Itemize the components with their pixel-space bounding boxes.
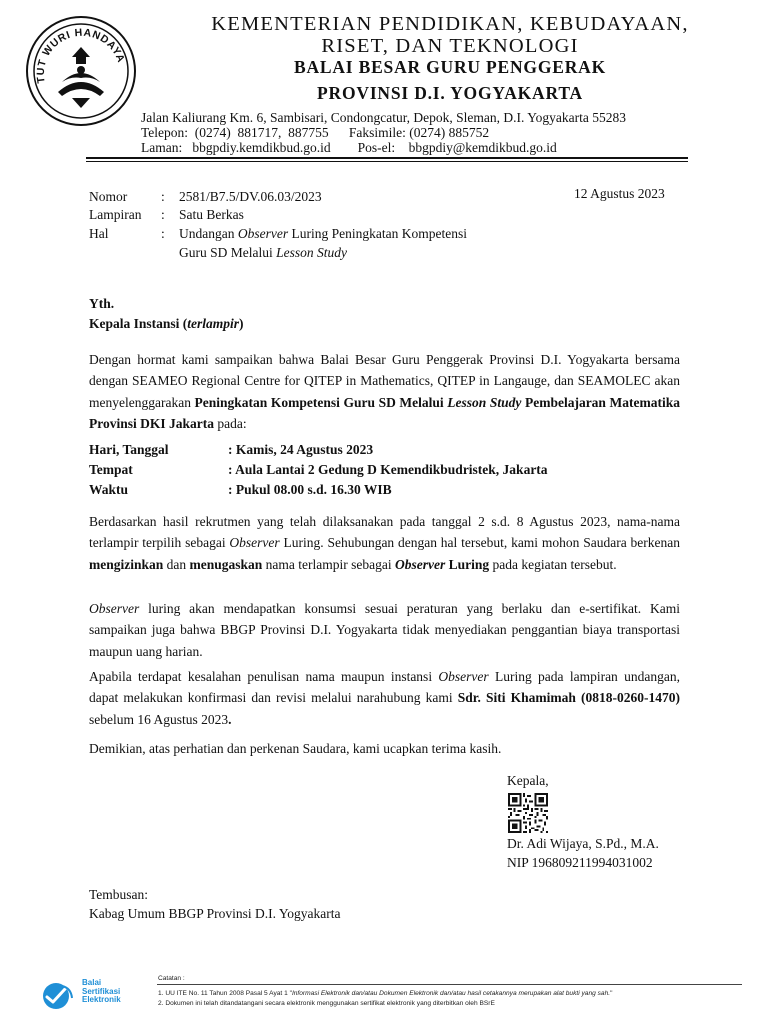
closing-paragraph: Demikian, atas perhatian dan perkenan Saudara, kami ucapkan terima kasih. xyxy=(89,741,502,756)
lampiran-label: Lampiran xyxy=(89,207,142,222)
lampiran-colon: : xyxy=(161,207,165,222)
event-place-value: : Aula Lantai 2 Gedung D Kemendikbudristek, Jakarta xyxy=(228,462,548,477)
ministry-line-1: KEMENTERIAN PENDIDIKAN, KEBUDAYAAN, xyxy=(211,13,689,35)
letterhead-rule-thin xyxy=(86,161,688,162)
signature-title: Kepala, xyxy=(507,773,549,788)
nomor-value: 2581/B7.5/DV.06.03/2023 xyxy=(179,189,322,204)
hal-value-line-1: Undangan Observer Luring Peningkatan Kompetensi xyxy=(179,226,467,241)
paragraph-3: Observer luring akan mendapatkan konsumsi sesuai peraturan yang berlaku dan e-sertifikat. Kami sampaikan juga bahwa BBGP Provinsi D.I. Yogyakarta tidak menyediakan penggantian biaya transportasi maupun uang harian. xyxy=(89,601,680,659)
paragraph-1: Dengan hormat kami sampaikan bahwa Balai Besar Guru Penggerak Provinsi D.I. Yogyakarta bersama dengan SEAMEO Regional Centre for QITEP in Mathematics, QITEP in Langauge, dan SEAMOLEC akan menyelenggarakan Peningkatan Kompetensi Guru SD Melalui Lesson Study Pembelajaran Matematika Provinsi DKI Jakarta pada: xyxy=(89,352,681,431)
event-place-label: Tempat xyxy=(89,462,133,477)
recipient-name: Kepala Instansi (terlampir) xyxy=(89,316,244,331)
footer-rule xyxy=(157,984,742,985)
office-name-line-2: PROVINSI D.I. YOGYAKARTA xyxy=(317,83,583,103)
office-address: Jalan Kaliurang Km. 6, Sambisari, Condongcatur, Depok, Sleman, D.I. Yogyakarta 55283 xyxy=(141,110,627,125)
office-web-email: Laman: bbgpdiy.kemdikbud.go.id Pos-el: bbgpdiy@kemdikbud.go.id xyxy=(141,140,557,155)
qr-code-signature xyxy=(508,793,548,833)
signatory-nip: NIP 196809211994031002 xyxy=(507,855,653,870)
cc-label: Tembusan: xyxy=(89,887,149,902)
hal-label: Hal xyxy=(89,226,109,241)
bsre-logo-icon xyxy=(38,978,80,1014)
office-phone: Telepon: (0274) 881717, 887755 Faksimile: (0274) 885752 xyxy=(141,125,490,140)
footer-notes-label: Catatan : xyxy=(158,975,185,982)
signatory-name: Dr. Adi Wijaya, S.Pd., M.A. xyxy=(507,836,659,851)
logo-text: TUT WURI HANDAYANI xyxy=(34,26,128,84)
office-name-line-1: BALAI BESAR GURU PENGGERAK xyxy=(293,57,607,77)
footer-note-2: 2. Dokumen ini telah ditandatangani secara elektronik menggunakan sertifikat elektronik yang diterbitkan oleh BSrE xyxy=(158,1000,495,1007)
bsre-line-2: Sertifikasi xyxy=(82,986,121,996)
event-time-value: : Pukul 08.00 s.d. 16.30 WIB xyxy=(228,482,392,497)
nomor-label: Nomor xyxy=(89,189,128,204)
event-time-label: Waktu xyxy=(89,482,129,497)
ministry-name xyxy=(140,13,760,57)
paragraph-4: Apabila terdapat kesalahan penulisan nama maupun instansi Observer Luring pada lampiran undangan, dapat melakukan konfirmasi dan revisi melalui narahubung kami Sdr. Siti Khamimah (0818-0260-1470) sebelum 16 Agustus 2023. xyxy=(89,669,680,727)
hal-value-line-2: Guru SD Melalui Lesson Study xyxy=(179,245,347,260)
letter-date: 12 Agustus 2023 xyxy=(574,186,665,201)
letterhead-rule xyxy=(86,157,688,159)
cc-item: Kabag Umum BBGP Provinsi D.I. Yogyakarta xyxy=(89,906,341,921)
bsre-line-3: Elektronik xyxy=(82,995,121,1004)
recipient-salutation: Yth. xyxy=(89,296,115,311)
event-day-label: Hari, Tanggal xyxy=(89,442,169,457)
lampiran-value: Satu Berkas xyxy=(179,207,244,222)
nomor-colon: : xyxy=(161,189,165,204)
hal-colon: : xyxy=(161,226,165,241)
tut-wuri-handayani-logo xyxy=(22,12,140,130)
paragraph-2: Berdasarkan hasil rekrutmen yang telah dilaksanakan pada tanggal 2 s.d. 8 Agustus 2023, nama-nama terlampir terpilih sebagai Observer Luring. Sehubungan dengan hal tersebut, kami mohon Saudara berkenan mengizinkan dan menugaskan nama terlampir sebagai Observer Luring pada kegiatan tersebut. xyxy=(89,514,680,572)
bsre-line-1: Balai xyxy=(82,978,102,987)
footer-note-1: 1. UU ITE No. 11 Tahun 2008 Pasal 5 Ayat 1 "Informasi Elektronik dan/atau Dokumen Elektronik dan/atau hasil cetakannya merupakan alat bukti yang sah." xyxy=(158,990,613,997)
bsre-name xyxy=(82,979,121,1005)
ministry-line-2: RISET, DAN TEKNOLOGI xyxy=(321,35,579,57)
event-day-value: : Kamis, 24 Agustus 2023 xyxy=(228,442,374,457)
